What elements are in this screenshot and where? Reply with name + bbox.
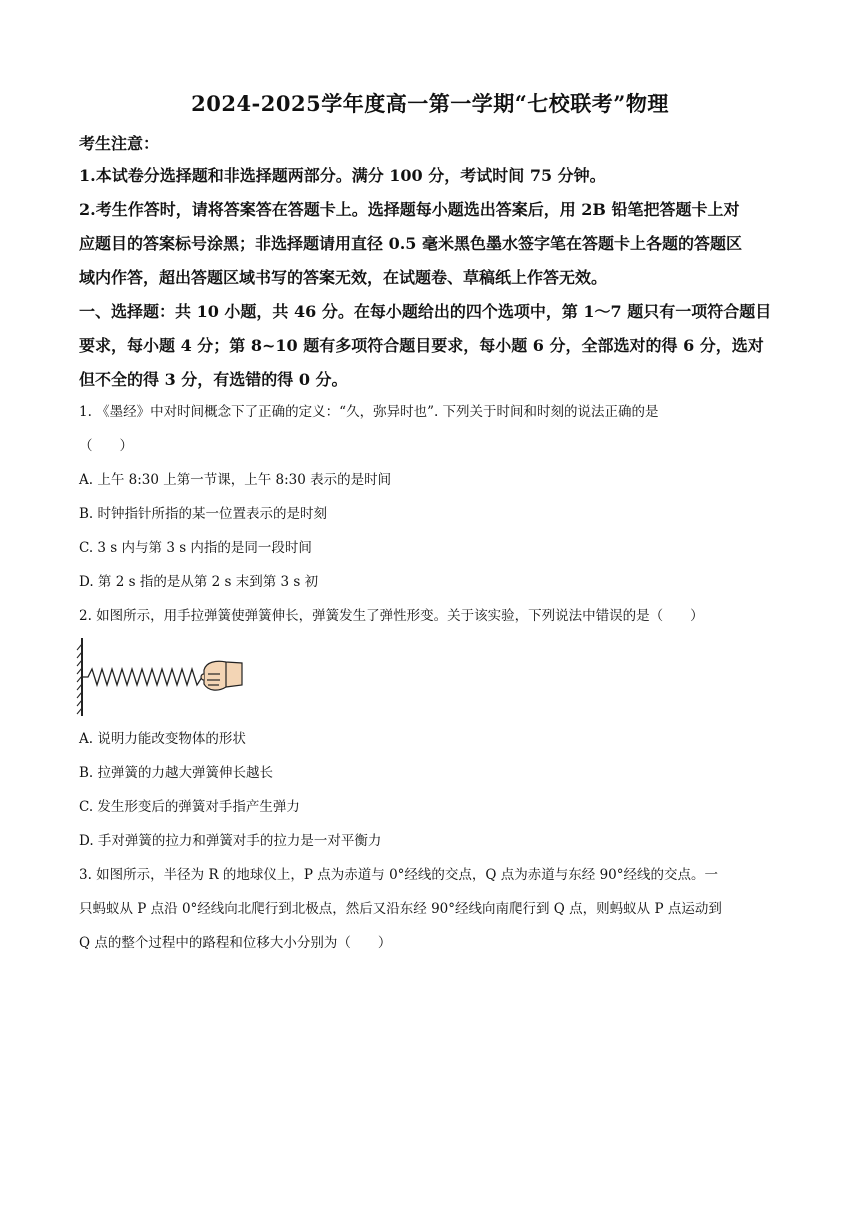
question-3-stem-line-3: Q 点的整个过程中的路程和位移大小分别为（ ）	[79, 935, 392, 951]
question-2-option-d: D. 手对弹簧的拉力和弹簧对手的拉力是一对平衡力	[79, 833, 382, 849]
notice-item-2-line-2: 应题目的答案标号涂黑；非选择题请用直径 0.5 毫米黑色墨水签字笔在答题卡上各题的答题区	[79, 234, 742, 253]
question-1-option-c: C. 3 s 内与第 3 s 内指的是同一段时间	[79, 540, 312, 556]
spring-hand-figure	[76, 636, 246, 718]
question-2-option-a: A. 说明力能改变物体的形状	[79, 731, 246, 747]
question-1-stem-line-1: 1. 《墨经》中对时间概念下了正确的定义：“久，弥异时也”. 下列关于时间和时刻的说法正确的是	[79, 404, 659, 420]
question-3-stem-line-1: 3. 如图所示，半径为 R 的地球仪上，P 点为赤道与 0°经线的交点，Q 点为赤道与东经 90°经线的交点。一	[79, 867, 719, 883]
question-2-option-c: C. 发生形变后的弹簧对手指产生弹力	[79, 799, 300, 815]
question-1-option-b: B. 时钟指针所指的某一位置表示的是时刻	[79, 506, 328, 522]
question-3-stem-line-2: 只蚂蚁从 P 点沿 0°经线向北爬行到北极点，然后又沿东经 90°经线向南爬行到 Q 点，则蚂蚁从 P 点运动到	[79, 901, 722, 917]
notice-item-1: 1.本试卷分选择题和非选择题两部分。满分 100 分，考试时间 75 分钟。	[79, 166, 606, 185]
section-1-instructions-line-1: 一、选择题：共 10 小题，共 46 分。在每小题给出的四个选项中，第 1～7 题只有一项符合题目	[79, 302, 772, 321]
notice-item-2-line-1: 2.考生作答时，请将答案答在答题卡上。选择题每小题选出答案后，用 2B 铅笔把答题卡上对	[79, 200, 740, 219]
question-1-stem-line-2: （ ）	[79, 438, 133, 454]
question-1-option-d: D. 第 2 s 指的是从第 2 s 末到第 3 s 初	[79, 574, 319, 590]
notice-item-2-line-3: 域内作答，超出答题区域书写的答案无效，在试题卷、草稿纸上作答无效。	[79, 268, 608, 287]
exam-title: 2024-2025学年度高一第一学期“七校联考”物理	[191, 91, 669, 116]
question-1-option-a: A. 上午 8:30 上第一节课，上午 8:30 表示的是时间	[79, 472, 392, 488]
section-1-instructions-line-2: 要求，每小题 4 分；第 8~10 题有多项符合题目要求，每小题 6 分，全部选对的得 6 分，选对	[79, 336, 764, 355]
question-2-stem: 2. 如图所示，用手拉弹簧使弹簧伸长，弹簧发生了弹性形变。关于该实验，下列说法中错误的是（ ）	[79, 608, 704, 624]
notice-heading: 考生注意：	[79, 134, 160, 153]
spring	[82, 669, 208, 685]
section-1-instructions-line-3: 但不全的得 3 分，有选错的得 0 分。	[79, 370, 348, 389]
hand-icon	[201, 661, 242, 690]
question-2-option-b: B. 拉弹簧的力越大弹簧伸长越长	[79, 765, 274, 781]
